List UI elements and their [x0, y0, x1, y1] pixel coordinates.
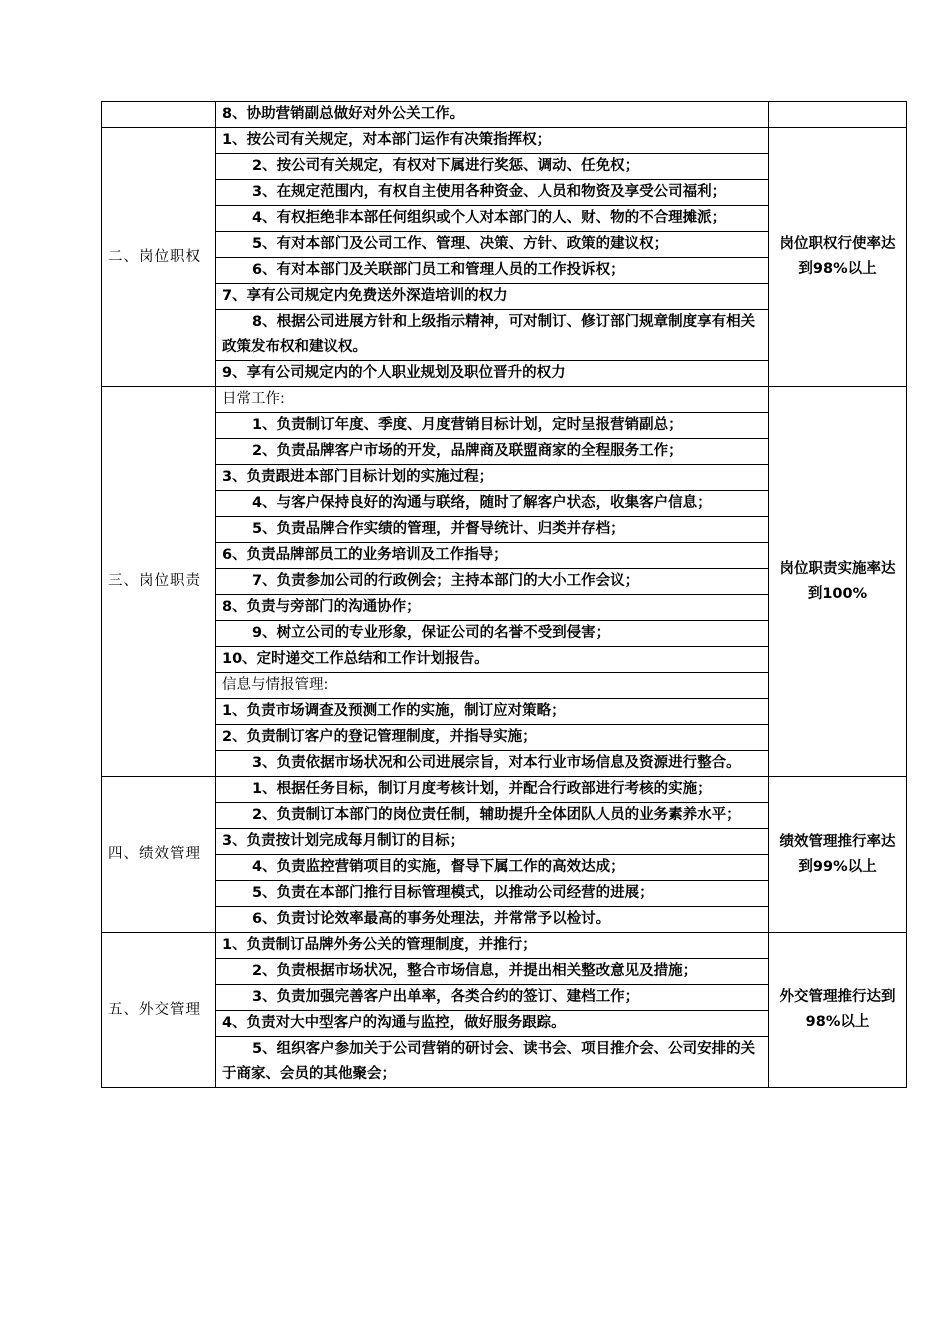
duty-table — [101, 101, 907, 1088]
section-label: 三、岗位职责 — [102, 387, 216, 777]
duty-item: 2、按公司有关规定，有权对下属进行奖惩、调动、任免权； — [216, 154, 769, 180]
duty-item: 信息与情报管理: — [216, 673, 769, 699]
table-row — [102, 777, 907, 803]
duty-item: 3、负责按计划完成每月制订的目标； — [216, 829, 769, 855]
duty-item: 8、根据公司进展方针和上级指示精神，可对制订、修订部门规章制度享有相关政策发布权和建议权。 — [216, 310, 769, 361]
duty-item: 5、有对本部门及公司工作、管理、决策、方针、政策的建议权； — [216, 232, 769, 258]
duty-item: 6、负责讨论效率最高的事务处理法，并常常予以检讨。 — [216, 907, 769, 933]
duty-item: 5、负责品牌合作实绩的管理，并督导统计、归类并存档； — [216, 517, 769, 543]
table-row — [102, 933, 907, 959]
duty-item: 2、负责制订客户的登记管理制度，并指导实施； — [216, 725, 769, 751]
duty-item: 2、负责制订本部门的岗位责任制，辅助提升全体团队人员的业务素养水平； — [216, 803, 769, 829]
duty-item: 1、负责制订年度、季度、月度营销目标计划，定时呈报营销副总； — [216, 413, 769, 439]
duty-item: 4、与客户保持良好的沟通与联络，随时了解客户状态，收集客户信息； — [216, 491, 769, 517]
kpi-target: 岗位职权行使率达到98%以上 — [769, 128, 907, 387]
kpi-target: 岗位职责实施率达到100% — [769, 387, 907, 777]
duty-item: 3、在规定范围内，有权自主使用各种资金、人员和物资及享受公司福利； — [216, 180, 769, 206]
duty-item: 7、享有公司规定内免费送外深造培训的权力 — [216, 284, 769, 310]
duty-item: 8、负责与旁部门的沟通协作； — [216, 595, 769, 621]
duty-item: 9、树立公司的专业形象，保证公司的名誉不受到侵害； — [216, 621, 769, 647]
table-row — [102, 102, 907, 128]
duty-item: 1、负责制订品牌外务公关的管理制度，并推行； — [216, 933, 769, 959]
duty-item: 7、负责参加公司的行政例会；主持本部门的大小工作会议； — [216, 569, 769, 595]
duty-item: 1、根据任务目标，制订月度考核计划，并配合行政部进行考核的实施； — [216, 777, 769, 803]
kpi-target: 外交管理推行达到98%以上 — [769, 933, 907, 1088]
duty-item: 6、有对本部门及关联部门员工和管理人员的工作投诉权； — [216, 258, 769, 284]
duty-table-body — [102, 102, 907, 1088]
table-row — [102, 387, 907, 413]
table-row — [102, 128, 907, 154]
duty-item: 8、协助营销副总做好对外公关工作。 — [216, 102, 769, 128]
duty-item: 2、负责品牌客户市场的开发，品牌商及联盟商家的全程服务工作； — [216, 439, 769, 465]
duty-item: 1、负责市场调查及预测工作的实施，制订应对策略； — [216, 699, 769, 725]
duty-item: 日常工作: — [216, 387, 769, 413]
duty-item: 3、负责依据市场状况和公司进展宗旨，对本行业市场信息及资源进行整合。 — [216, 751, 769, 777]
duty-item: 4、负责对大中型客户的沟通与监控，做好服务跟踪。 — [216, 1011, 769, 1037]
section-label: 二、岗位职权 — [102, 128, 216, 387]
duty-item: 10、定时递交工作总结和工作计划报告。 — [216, 647, 769, 673]
duty-item: 3、负责加强完善客户出单率，各类合约的签订、建档工作； — [216, 985, 769, 1011]
section-label — [102, 102, 216, 128]
duty-item: 1、按公司有关规定，对本部门运作有决策指挥权； — [216, 128, 769, 154]
kpi-target: 绩效管理推行率达到99%以上 — [769, 777, 907, 933]
duty-item: 5、负责在本部门推行目标管理模式，以推动公司经营的进展； — [216, 881, 769, 907]
duty-item: 2、负责根据市场状况，整合市场信息，并提出相关整改意见及措施； — [216, 959, 769, 985]
duty-item: 4、有权拒绝非本部任何组织或个人对本部门的人、财、物的不合理摊派； — [216, 206, 769, 232]
duty-item: 4、负责监控营销项目的实施，督导下属工作的高效达成； — [216, 855, 769, 881]
section-label: 五、外交管理 — [102, 933, 216, 1088]
duty-item: 9、享有公司规定内的个人职业规划及职位晋升的权力 — [216, 361, 769, 387]
kpi-target — [769, 102, 907, 128]
duty-item: 3、负责跟进本部门目标计划的实施过程； — [216, 465, 769, 491]
duty-item: 6、负责品牌部员工的业务培训及工作指导； — [216, 543, 769, 569]
duty-item: 5、组织客户参加关于公司营销的研讨会、读书会、项目推介会、公司安排的关于商家、会员的其他聚会； — [216, 1037, 769, 1088]
section-label: 四、绩效管理 — [102, 777, 216, 933]
